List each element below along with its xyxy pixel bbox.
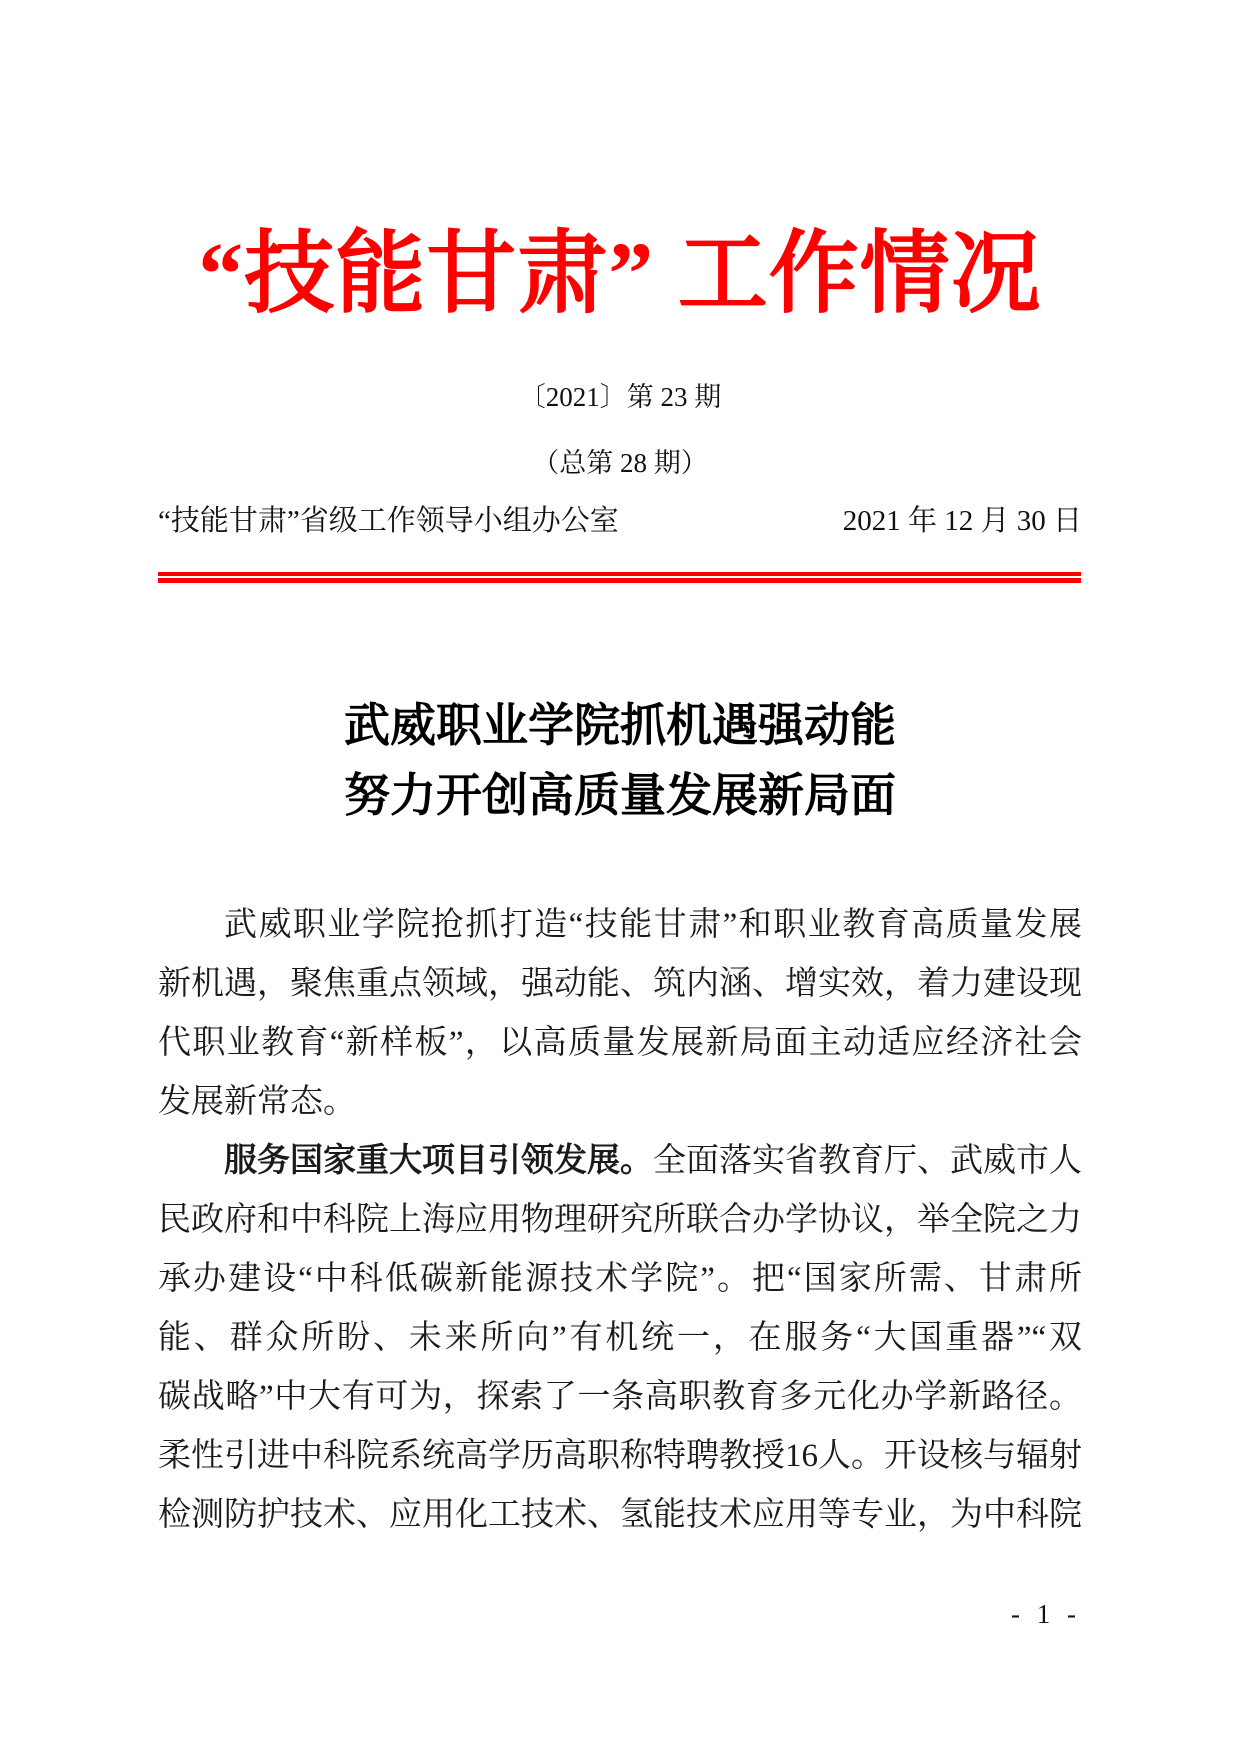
article-title [0, 691, 1240, 831]
article-body [158, 896, 1082, 1545]
body-line: 发展新常态。 [158, 1084, 356, 1120]
body-line: 新机遇，聚焦重点领域，强动能、筑内涵、增实效，着力建设现 [158, 966, 1082, 1002]
article-title-line-2: 努力开创高质量发展新局面 [344, 770, 896, 821]
red-rule-bottom-line [158, 578, 1081, 583]
body-line: 柔性引进中科院系统高学历高职称特聘教授16人。开设核与辐射 [158, 1438, 1082, 1474]
body-line: 碳战略”中大有可为，探索了一条高职教育多元化办学新路径。 [158, 1379, 1082, 1415]
issue-date: 2021 年 12 月 30 日 [842, 505, 1082, 537]
red-divider-rule [158, 572, 1081, 583]
body-line: 检测防护技术、应用化工技术、氢能技术应用等专业，为中科院 [158, 1497, 1082, 1533]
body-line: 代职业教育“新样板”，以高质量发展新局面主动适应经济社会 [158, 1025, 1082, 1061]
body-line: 能、群众所盼、未来所向”有机统一，在服务“大国重器”“双 [158, 1320, 1082, 1356]
page-number: - 1 - [1011, 1599, 1081, 1629]
bold-section-lead: 服务国家重大项目引领发展。 [224, 1143, 653, 1179]
body-line-text: 全面落实省教育厅、武威市人 [653, 1143, 1082, 1179]
body-line [158, 1132, 1082, 1191]
issuing-office: “技能甘肃”省级工作领导小组办公室 [158, 505, 619, 537]
issue-number: 〔2021〕第 23 期 [518, 382, 722, 412]
body-line: 民政府和中科院上海应用物理研究所联合办学协议，举全院之力 [158, 1202, 1082, 1238]
office-date-row [158, 504, 1082, 539]
masthead-title: “技能甘肃” 工作情况 [198, 225, 1042, 324]
cumulative-issue-number: （总第 28 期） [532, 448, 708, 478]
body-line: 武威职业学院抢抓打造“技能甘肃”和职业教育高质量发展 [224, 907, 1082, 943]
article-title-line-1: 武威职业学院抓机遇强动能 [344, 700, 896, 751]
body-line: 承办建设“中科低碳新能源技术学院”。把“国家所需、甘肃所 [158, 1261, 1082, 1297]
